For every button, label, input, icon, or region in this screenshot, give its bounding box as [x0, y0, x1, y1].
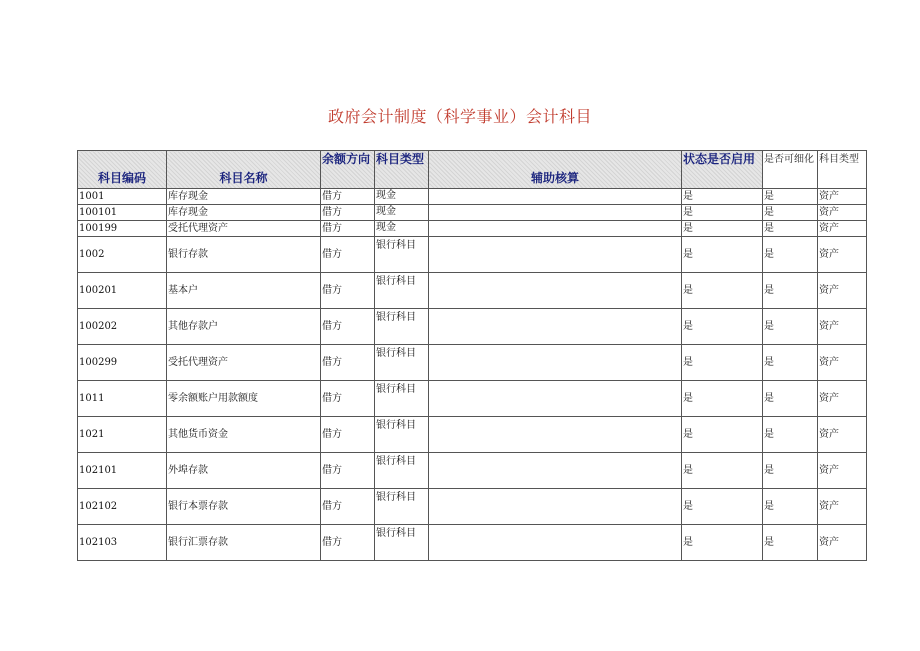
cell-status: 是: [682, 525, 763, 561]
cell-code: 100101: [78, 205, 167, 221]
table-row: [78, 417, 867, 453]
cell-status: 是: [682, 309, 763, 345]
cell-detail: 是: [763, 489, 818, 525]
cell-aux: [429, 273, 682, 309]
cell-detail: 是: [763, 273, 818, 309]
cell-category: 资产: [818, 453, 867, 489]
cell-category: 资产: [818, 273, 867, 309]
cell-type: 现金: [375, 189, 429, 205]
cell-name: 库存现金: [167, 189, 321, 205]
cell-type: 银行科目: [375, 381, 429, 417]
cell-detail: 是: [763, 417, 818, 453]
table-row: [78, 205, 867, 221]
cell-direction: 借方: [321, 205, 375, 221]
cell-aux: [429, 237, 682, 273]
cell-status: 是: [682, 189, 763, 205]
cell-category: 资产: [818, 525, 867, 561]
cell-status: 是: [682, 453, 763, 489]
header-detail: 是否可细化: [763, 151, 818, 189]
header-status: 状态是否启用: [682, 151, 763, 189]
cell-category: 资产: [818, 237, 867, 273]
table-row: [78, 189, 867, 205]
accounts-table: [77, 150, 867, 561]
cell-category: 资产: [818, 489, 867, 525]
table-row: [78, 237, 867, 273]
cell-code: 1001: [78, 189, 167, 205]
cell-type: 银行科目: [375, 417, 429, 453]
cell-type: 现金: [375, 221, 429, 237]
cell-detail: 是: [763, 309, 818, 345]
cell-aux: [429, 345, 682, 381]
cell-status: 是: [682, 273, 763, 309]
cell-category: 资产: [818, 417, 867, 453]
cell-name: 受托代理资产: [167, 221, 321, 237]
cell-name: 外埠存款: [167, 453, 321, 489]
cell-type: 银行科目: [375, 489, 429, 525]
cell-direction: 借方: [321, 345, 375, 381]
cell-name: 基本户: [167, 273, 321, 309]
page-title: 政府会计制度（科学事业）会计科目: [327, 107, 592, 126]
cell-name: 其他货币资金: [167, 417, 321, 453]
cell-name: 银行本票存款: [167, 489, 321, 525]
cell-detail: 是: [763, 205, 818, 221]
cell-aux: [429, 489, 682, 525]
header-category: 科目类型: [818, 151, 867, 189]
cell-status: 是: [682, 381, 763, 417]
cell-aux: [429, 453, 682, 489]
cell-aux: [429, 221, 682, 237]
cell-direction: 借方: [321, 453, 375, 489]
cell-category: 资产: [818, 381, 867, 417]
cell-name: 零余额账户用款额度: [167, 381, 321, 417]
table-row: [78, 453, 867, 489]
cell-direction: 借方: [321, 489, 375, 525]
cell-status: 是: [682, 205, 763, 221]
cell-name: 银行存款: [167, 237, 321, 273]
header-type: 科目类型: [375, 151, 429, 189]
cell-code: 100202: [78, 309, 167, 345]
cell-type: 银行科目: [375, 453, 429, 489]
table-row: [78, 381, 867, 417]
cell-direction: 借方: [321, 309, 375, 345]
table-row: [78, 221, 867, 237]
cell-type: 银行科目: [375, 345, 429, 381]
cell-status: 是: [682, 345, 763, 381]
table-row: [78, 273, 867, 309]
cell-name: 库存现金: [167, 205, 321, 221]
cell-code: 102102: [78, 489, 167, 525]
cell-direction: 借方: [321, 273, 375, 309]
cell-category: 资产: [818, 345, 867, 381]
header-aux: 辅助核算: [429, 151, 682, 189]
cell-code: 100199: [78, 221, 167, 237]
cell-code: 100299: [78, 345, 167, 381]
cell-code: 102103: [78, 525, 167, 561]
table-row: [78, 345, 867, 381]
cell-type: 银行科目: [375, 309, 429, 345]
cell-code: 100201: [78, 273, 167, 309]
cell-category: 资产: [818, 205, 867, 221]
cell-name: 银行汇票存款: [167, 525, 321, 561]
cell-aux: [429, 525, 682, 561]
cell-category: 资产: [818, 221, 867, 237]
cell-detail: 是: [763, 525, 818, 561]
cell-direction: 借方: [321, 381, 375, 417]
cell-code: 1011: [78, 381, 167, 417]
header-name: 科目名称: [167, 151, 321, 189]
table-row: [78, 309, 867, 345]
cell-detail: 是: [763, 345, 818, 381]
cell-code: 1021: [78, 417, 167, 453]
cell-direction: 借方: [321, 525, 375, 561]
cell-aux: [429, 189, 682, 205]
cell-aux: [429, 381, 682, 417]
cell-status: 是: [682, 237, 763, 273]
cell-direction: 借方: [321, 237, 375, 273]
cell-type: 现金: [375, 205, 429, 221]
cell-detail: 是: [763, 221, 818, 237]
cell-direction: 借方: [321, 189, 375, 205]
cell-status: 是: [682, 417, 763, 453]
cell-direction: 借方: [321, 417, 375, 453]
cell-category: 资产: [818, 309, 867, 345]
cell-detail: 是: [763, 189, 818, 205]
table-row: [78, 525, 867, 561]
cell-type: 银行科目: [375, 525, 429, 561]
table-header-row: [78, 151, 867, 189]
cell-aux: [429, 309, 682, 345]
cell-detail: 是: [763, 381, 818, 417]
cell-detail: 是: [763, 453, 818, 489]
cell-type: 银行科目: [375, 237, 429, 273]
cell-status: 是: [682, 221, 763, 237]
cell-code: 102101: [78, 453, 167, 489]
cell-aux: [429, 205, 682, 221]
cell-direction: 借方: [321, 221, 375, 237]
cell-name: 其他存款户: [167, 309, 321, 345]
cell-category: 资产: [818, 189, 867, 205]
table-row: [78, 489, 867, 525]
header-direction: 余额方向: [321, 151, 375, 189]
cell-detail: 是: [763, 237, 818, 273]
cell-status: 是: [682, 489, 763, 525]
cell-type: 银行科目: [375, 273, 429, 309]
cell-name: 受托代理资产: [167, 345, 321, 381]
cell-code: 1002: [78, 237, 167, 273]
header-code: 科目编码: [78, 151, 167, 189]
cell-aux: [429, 417, 682, 453]
